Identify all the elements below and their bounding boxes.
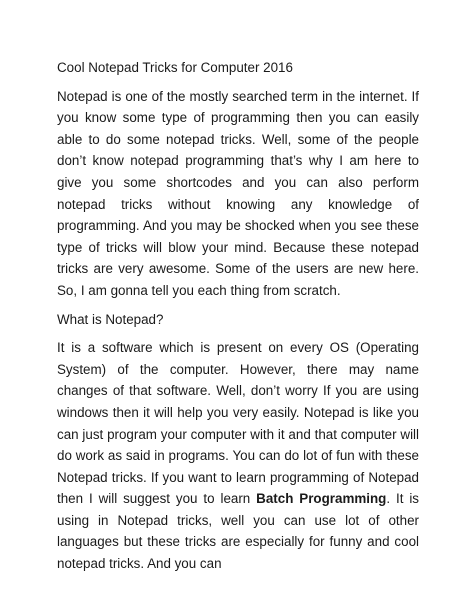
batch-programming-term: Batch Programming bbox=[256, 491, 387, 507]
intro-paragraph: Notepad is one of the mostly searched term in the internet. If you know some type of programming then you can easily able to do some notepad tricks. Well, some of the people don’t know notepad programming that’s why I am here to give you some shortcodes and you can also perform notepad tricks without knowing any knowledge of programming. And you may be shocked when you see these type of tricks will blow your mind. Because these notepad tricks are very awesome. Some of the users are new here. So, I am gonna tell you each thing from scratch. bbox=[57, 88, 419, 298]
document-body bbox=[57, 57, 419, 582]
section-paragraph bbox=[57, 337, 419, 575]
section-heading: What is Notepad? bbox=[57, 311, 164, 327]
section-paragraph-start: It is a software which is present on every OS (Operating System) of the computer. However, there may name changes of that software. Well, don’t worry If you are using windows then it will help you very easily. Notepad is like you can just program your computer with it and that computer will do work as said in programs. You can do lot of fun with these Notepad tricks. If you want to learn programming of Notepad then I will suggest you to learn bbox=[57, 340, 419, 507]
section-paragraph-end: . It is using in Notepad tricks, well you can use lot of other languages but these tricks are especially for funny and cool notepad tricks. And you can bbox=[57, 491, 419, 572]
document-title: Cool Notepad Tricks for Computer 2016 bbox=[57, 60, 293, 75]
